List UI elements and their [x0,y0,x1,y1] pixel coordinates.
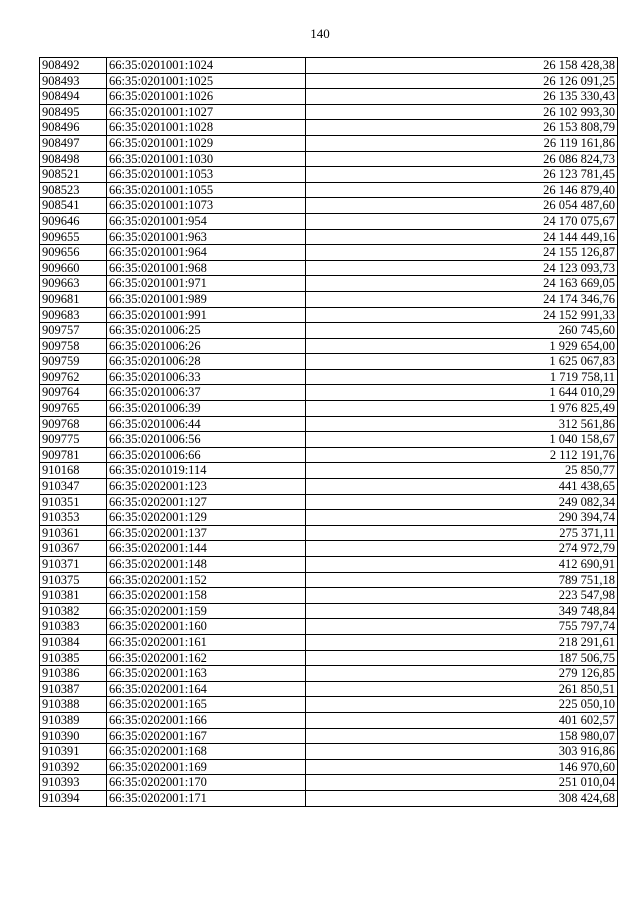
cadastral-number-cell: 66:35:0202001:167 [107,728,306,744]
cadastral-number-cell: 66:35:0201006:66 [107,447,306,463]
cadastral-number-cell: 66:35:0202001:163 [107,666,306,682]
cadastral-number-cell: 66:35:0202001:166 [107,712,306,728]
row-number-cell: 908495 [40,104,107,120]
table-row [40,104,618,120]
table-row [40,307,618,323]
row-number-cell: 910383 [40,619,107,635]
table-row [40,245,618,261]
table-row [40,416,618,432]
cadastral-value-table [39,57,618,807]
table-row [40,73,618,89]
cadastral-number-cell: 66:35:0201001:963 [107,229,306,245]
table-row [40,89,618,105]
cadastral-number-cell: 66:35:0202001:165 [107,697,306,713]
row-number-cell: 910391 [40,744,107,760]
cadastral-number-cell: 66:35:0201006:28 [107,354,306,370]
row-number-cell: 910347 [40,479,107,495]
cadastral-number-cell: 66:35:0201006:44 [107,416,306,432]
row-number-cell: 909757 [40,323,107,339]
cadastral-value-cell: 26 054 487,60 [306,198,618,214]
cadastral-number-cell: 66:35:0202001:127 [107,494,306,510]
cadastral-value-cell: 158 980,07 [306,728,618,744]
table-row [40,151,618,167]
table-row [40,588,618,604]
table-row [40,759,618,775]
cadastral-value-cell: 312 561,86 [306,416,618,432]
table-row [40,260,618,276]
table-row [40,291,618,307]
row-number-cell: 910375 [40,572,107,588]
cadastral-value-cell: 26 153 808,79 [306,120,618,136]
cadastral-value-cell: 24 163 669,05 [306,276,618,292]
cadastral-number-cell: 66:35:0201001:1025 [107,73,306,89]
row-number-cell: 909762 [40,369,107,385]
row-number-cell: 910388 [40,697,107,713]
table-row [40,572,618,588]
cadastral-number-cell: 66:35:0202001:170 [107,775,306,791]
table-row [40,432,618,448]
cadastral-value-cell: 26 126 091,25 [306,73,618,89]
table-row [40,775,618,791]
cadastral-value-cell: 187 506,75 [306,650,618,666]
cadastral-value-cell: 349 748,84 [306,603,618,619]
row-number-cell: 908541 [40,198,107,214]
cadastral-value-cell: 303 916,86 [306,744,618,760]
cadastral-number-cell: 66:35:0201001:1026 [107,89,306,105]
table-row [40,712,618,728]
cadastral-value-cell: 789 751,18 [306,572,618,588]
cadastral-number-cell: 66:35:0202001:168 [107,744,306,760]
cadastral-number-cell: 66:35:0201001:1053 [107,167,306,183]
row-number-cell: 910381 [40,588,107,604]
table-row [40,463,618,479]
cadastral-number-cell: 66:35:0202001:161 [107,634,306,650]
row-number-cell: 910386 [40,666,107,682]
row-number-cell: 909759 [40,354,107,370]
row-number-cell: 910385 [40,650,107,666]
cadastral-value-cell: 1 719 758,11 [306,369,618,385]
cadastral-value-cell: 1 625 067,83 [306,354,618,370]
table-row [40,790,618,806]
row-number-cell: 908496 [40,120,107,136]
row-number-cell: 908523 [40,182,107,198]
table-row [40,354,618,370]
cadastral-number-cell: 66:35:0201006:25 [107,323,306,339]
cadastral-value-cell: 24 144 449,16 [306,229,618,245]
cadastral-value-cell: 290 394,74 [306,510,618,526]
cadastral-value-cell: 218 291,61 [306,634,618,650]
cadastral-value-cell: 1 644 010,29 [306,385,618,401]
cadastral-number-cell: 66:35:0201001:1029 [107,135,306,151]
page-number: 140 [310,26,330,41]
cadastral-value-cell: 146 970,60 [306,759,618,775]
cadastral-number-cell: 66:35:0201001:1024 [107,58,306,74]
cadastral-number-cell: 66:35:0201006:26 [107,338,306,354]
table-body [40,58,618,807]
cadastral-value-cell: 26 102 993,30 [306,104,618,120]
table-row [40,338,618,354]
cadastral-value-cell: 26 135 330,43 [306,89,618,105]
table-row [40,728,618,744]
cadastral-number-cell: 66:35:0202001:158 [107,588,306,604]
cadastral-value-cell: 1 929 654,00 [306,338,618,354]
cadastral-value-cell: 26 146 879,40 [306,182,618,198]
table-row [40,541,618,557]
table-row [40,494,618,510]
cadastral-value-cell: 26 119 161,86 [306,135,618,151]
cadastral-value-cell: 755 797,74 [306,619,618,635]
row-number-cell: 910390 [40,728,107,744]
cadastral-number-cell: 66:35:0202001:160 [107,619,306,635]
table-row [40,276,618,292]
table-row [40,619,618,635]
row-number-cell: 910351 [40,494,107,510]
table-row [40,447,618,463]
row-number-cell: 909764 [40,385,107,401]
row-number-cell: 909660 [40,260,107,276]
cadastral-value-cell: 223 547,98 [306,588,618,604]
cadastral-value-cell: 251 010,04 [306,775,618,791]
cadastral-value-cell: 24 152 991,33 [306,307,618,323]
cadastral-value-cell: 274 972,79 [306,541,618,557]
cadastral-number-cell: 66:35:0202001:162 [107,650,306,666]
row-number-cell: 910387 [40,681,107,697]
cadastral-number-cell: 66:35:0201006:33 [107,369,306,385]
table-row [40,120,618,136]
cadastral-number-cell: 66:35:0202001:169 [107,759,306,775]
table-row [40,697,618,713]
cadastral-value-cell: 24 170 075,67 [306,213,618,229]
table-row [40,666,618,682]
cadastral-number-cell: 66:35:0201019:114 [107,463,306,479]
table-row [40,167,618,183]
row-number-cell: 908493 [40,73,107,89]
row-number-cell: 910371 [40,557,107,573]
cadastral-value-cell: 2 112 191,76 [306,447,618,463]
row-number-cell: 909781 [40,447,107,463]
cadastral-value-cell: 279 126,85 [306,666,618,682]
cadastral-number-cell: 66:35:0201001:1055 [107,182,306,198]
cadastral-number-cell: 66:35:0202001:129 [107,510,306,526]
row-number-cell: 910367 [40,541,107,557]
row-number-cell: 908492 [40,58,107,74]
cadastral-number-cell: 66:35:0201001:968 [107,260,306,276]
cadastral-value-cell: 401 602,57 [306,712,618,728]
cadastral-number-cell: 66:35:0201006:39 [107,401,306,417]
cadastral-value-cell: 25 850,77 [306,463,618,479]
row-number-cell: 909768 [40,416,107,432]
cadastral-number-cell: 66:35:0201001:989 [107,291,306,307]
table-row [40,58,618,74]
cadastral-value-cell: 275 371,11 [306,525,618,541]
row-number-cell: 910353 [40,510,107,526]
cadastral-number-cell: 66:35:0202001:159 [107,603,306,619]
cadastral-value-cell: 225 050,10 [306,697,618,713]
cadastral-value-cell: 308 424,68 [306,790,618,806]
table-row [40,229,618,245]
table-row [40,744,618,760]
cadastral-value-cell: 26 086 824,73 [306,151,618,167]
table-row [40,634,618,650]
cadastral-number-cell: 66:35:0202001:144 [107,541,306,557]
row-number-cell: 908498 [40,151,107,167]
cadastral-value-cell: 26 123 781,45 [306,167,618,183]
row-number-cell: 909765 [40,401,107,417]
table-row [40,135,618,151]
row-number-cell: 909681 [40,291,107,307]
cadastral-value-cell: 1 040 158,67 [306,432,618,448]
cadastral-number-cell: 66:35:0201001:964 [107,245,306,261]
table-row [40,525,618,541]
cadastral-number-cell: 66:35:0201006:37 [107,385,306,401]
row-number-cell: 909656 [40,245,107,261]
cadastral-number-cell: 66:35:0202001:171 [107,790,306,806]
cadastral-value-cell: 26 158 428,38 [306,58,618,74]
row-number-cell: 910361 [40,525,107,541]
cadastral-value-cell: 261 850,51 [306,681,618,697]
row-number-cell: 909663 [40,276,107,292]
row-number-cell: 910394 [40,790,107,806]
cadastral-value-cell: 260 745,60 [306,323,618,339]
row-number-cell: 909683 [40,307,107,323]
cadastral-number-cell: 66:35:0201001:1030 [107,151,306,167]
cadastral-number-cell: 66:35:0202001:164 [107,681,306,697]
cadastral-number-cell: 66:35:0201006:56 [107,432,306,448]
cadastral-value-cell: 24 174 346,76 [306,291,618,307]
cadastral-value-cell: 24 123 093,73 [306,260,618,276]
row-number-cell: 910393 [40,775,107,791]
table-row [40,198,618,214]
cadastral-number-cell: 66:35:0202001:152 [107,572,306,588]
cadastral-number-cell: 66:35:0201001:1027 [107,104,306,120]
table-row [40,213,618,229]
table-row [40,510,618,526]
cadastral-number-cell: 66:35:0201001:971 [107,276,306,292]
cadastral-value-cell: 412 690,91 [306,557,618,573]
table-row [40,650,618,666]
row-number-cell: 910392 [40,759,107,775]
row-number-cell: 910384 [40,634,107,650]
cadastral-value-cell: 24 155 126,87 [306,245,618,261]
row-number-cell: 910168 [40,463,107,479]
table-row [40,479,618,495]
row-number-cell: 909775 [40,432,107,448]
cadastral-value-cell: 1 976 825,49 [306,401,618,417]
cadastral-number-cell: 66:35:0202001:123 [107,479,306,495]
cadastral-number-cell: 66:35:0202001:137 [107,525,306,541]
row-number-cell: 909646 [40,213,107,229]
table-row [40,603,618,619]
row-number-cell: 909758 [40,338,107,354]
cadastral-number-cell: 66:35:0201001:991 [107,307,306,323]
table-row [40,323,618,339]
table-row [40,681,618,697]
row-number-cell: 908497 [40,135,107,151]
cadastral-number-cell: 66:35:0201001:1073 [107,198,306,214]
row-number-cell: 910382 [40,603,107,619]
row-number-cell: 908521 [40,167,107,183]
row-number-cell: 909655 [40,229,107,245]
table-row [40,182,618,198]
table-row [40,401,618,417]
table-row [40,369,618,385]
row-number-cell: 908494 [40,89,107,105]
cadastral-number-cell: 66:35:0201001:1028 [107,120,306,136]
cadastral-number-cell: 66:35:0201001:954 [107,213,306,229]
table-row [40,385,618,401]
cadastral-value-cell: 249 082,34 [306,494,618,510]
row-number-cell: 910389 [40,712,107,728]
table-row [40,557,618,573]
cadastral-number-cell: 66:35:0202001:148 [107,557,306,573]
cadastral-value-cell: 441 438,65 [306,479,618,495]
